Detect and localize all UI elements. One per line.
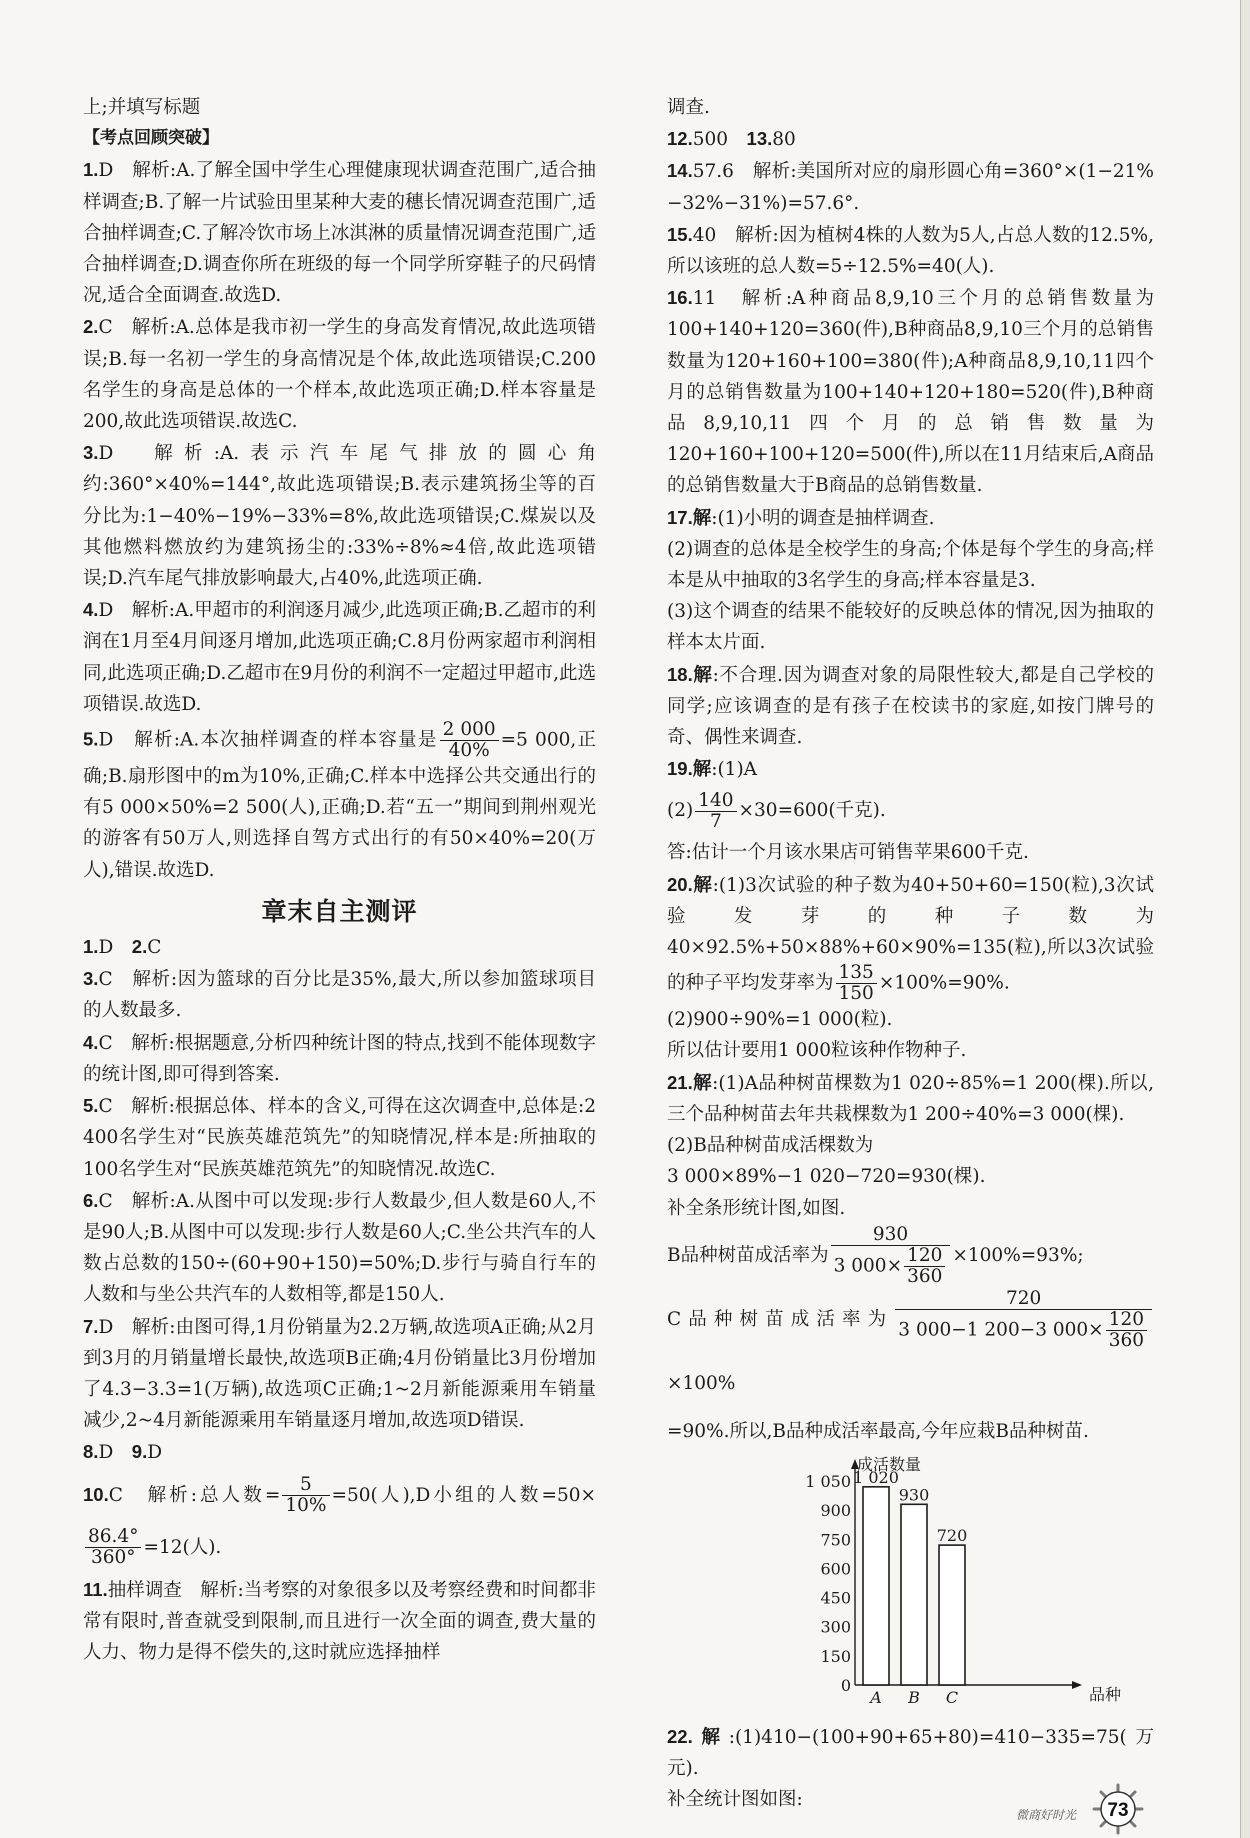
fraction-numerator: 120 [1106, 1310, 1147, 1331]
item-number: 2. [83, 316, 99, 338]
item-number: 2. [131, 936, 148, 958]
item-text: ×30=600(千克). [738, 800, 886, 822]
item-number: 19. [667, 758, 693, 780]
item-number: 1. [83, 936, 99, 958]
nested-fraction [904, 1246, 945, 1287]
answer-line: (2)B品种树苗成活棵数为 [667, 1135, 874, 1157]
answer-item [83, 963, 596, 1026]
left-column [83, 92, 596, 1668]
item-number: 15. [667, 223, 693, 245]
item-text: B品种树苗成活率为 [667, 1244, 829, 1266]
fraction-numerator: 140 [695, 791, 736, 812]
solution-label: 解 [692, 1726, 729, 1748]
item-number: 3. [83, 968, 99, 990]
nested-fraction [1106, 1310, 1147, 1351]
x-tick-label: C [945, 1687, 959, 1707]
answer-item [667, 1721, 1154, 1784]
item-number: 20. [667, 873, 693, 895]
answer-item [83, 311, 596, 437]
fraction [282, 1475, 329, 1516]
answer-item [667, 155, 1154, 218]
y-tick-label: 300 [820, 1617, 851, 1637]
item-text: D 解析:A.了解全国中学生心理健康现状调查范围广,适合抽样调查;B.了解一片试验田里某种大麦的穗长情况调查范围广,适合抽样调查;C.了解冷饮市场上冰淇淋的质量情况调查范围广,适合抽样调查;D.调查你所在班级的每一个同学所穿鞋子的尺码情况,适合全面调查.故选D. [83, 160, 596, 307]
answer-item [83, 1436, 596, 1468]
item-text: ×100% [667, 1372, 736, 1394]
item-text: ×100%=90%. [878, 972, 1010, 994]
item-number: 8. [83, 1441, 99, 1463]
bar-data-label: 1 020 [853, 1467, 899, 1487]
item-number: 4. [83, 1031, 99, 1053]
item-number: 22. [667, 1725, 693, 1747]
solution-label: 解 [692, 874, 713, 896]
item-text: C品种树苗成活率为 [667, 1308, 894, 1330]
item-number: 14. [667, 160, 693, 182]
item-text: C 解析:A.总体是我市初一学生的身高发育情况,故此选项错误;B.每一名初一学生的身高情况是个体,故此选项错误;C.200名学生的身高是总体的一个样本,故此选项正确;D.样本容量是200,故此选项错误.故选C. [83, 317, 596, 433]
item-text: D 解析:由图可得,1月份销量为2.2万辆,故选项A正确;从2月到3月的月销量增长最快,故选项B正确;4月份销量比3月份增加了4.3−3.3=1(万辆),故选项C正确;1~2月新能源乘用车销量减少,2~4月新能源乘用车销量逐月增加,故选项D错误. [83, 1316, 596, 1432]
answer-item [83, 594, 596, 720]
item-text: C 解析:A.从图中可以发现:步行人数最少,但人数是60人,不是90人;B.从图中可以发现:步行人数是60人;C.坐公共汽车的人数占总数的150÷(60+90+150)=50%;D.步行与骑自行车的人数和与坐公共汽车的人数相等,都是150人. [83, 1190, 596, 1306]
answer-item [83, 1027, 596, 1090]
denominator-text: 3 000−1 200−3 000× [898, 1319, 1104, 1341]
answer-line: 3 000×89%−1 020−720=930(棵). [667, 1166, 986, 1188]
item-number: 9. [131, 1441, 148, 1463]
solution-label: 解 [692, 664, 713, 686]
lead-line: 上;并填写标题 [83, 97, 201, 118]
y-tick-label: 150 [820, 1646, 851, 1666]
fraction-numerator: 720 [895, 1289, 1152, 1310]
fraction-denominator: 360 [1108, 1329, 1144, 1351]
answer-item [667, 1067, 1154, 1130]
item-number: 5. [83, 728, 99, 750]
item-number: 12. [667, 128, 693, 150]
bar-B [901, 1504, 927, 1685]
item-text: 抽样调查 解析:当考察的对象很多以及考察经费和时间都非常有限时,普查就受到限制,而且进行一次全面的调查,费大量的人力、物力是得不偿失的,这时就应选择抽样 [83, 1579, 596, 1663]
answer-item [667, 219, 1154, 282]
page-number-badge [1092, 1783, 1144, 1835]
denominator-text: 3 000× [833, 1255, 903, 1277]
item-number: 13. [746, 128, 773, 150]
answer-line: 所以估计要用1 000粒该种作物种子. [667, 1040, 967, 1062]
solution-label: 解 [692, 507, 712, 529]
item-text: ×100%=93%; [952, 1244, 1084, 1266]
answer-line: (3)这个调查的结果不能较好的反映总体的情况,因为抽取的样本太片面. [667, 601, 1154, 654]
answer-item [83, 154, 596, 311]
item-text: 40 解析:因为植树4株的人数为5人,占总人数的12.5%,所以该班的总人数=5÷12.5%=40(人). [667, 224, 1154, 278]
fraction [895, 1289, 1152, 1351]
answer-item [83, 931, 596, 963]
item-text: =12(人). [143, 1536, 222, 1558]
answer-item [667, 659, 1154, 754]
item-number: 17. [667, 506, 693, 528]
fraction-denominator: 150 [838, 983, 874, 1005]
y-tick-label: 900 [820, 1501, 851, 1521]
x-tick-label: B [908, 1687, 920, 1707]
item-text: C [147, 937, 162, 959]
item-text: :(1)A [711, 759, 758, 781]
item-text: D 解析:A.表示汽车尾气排放的圆心角约:360°×40%=144°,故此选项错误;B.表示建筑扬尘等的百分比为:1−40%−19%−33%=8%,故此选项错误;C.煤炭以及其他燃料燃放约为建筑扬尘的:33%÷8%≈4倍,故此选项错误;D.汽车尾气排放影响最大,占40%,此选项正确. [83, 443, 596, 590]
chapter-title: 章末自主测评 [261, 896, 418, 926]
y-tick-label: 450 [820, 1588, 851, 1608]
fraction-denominator [895, 1310, 1152, 1351]
answer-item [667, 282, 1154, 501]
fraction [695, 791, 736, 832]
page-edge [1240, 0, 1250, 1838]
item-text: :不合理.因为调查对象的局限性较大,都是自己学校的同学;应该调查的是有孩子在校读书的家庭,如按门牌号的奇、偶性来调查. [667, 664, 1154, 749]
chart-title: 成活数量 [857, 1454, 922, 1474]
item-text: 500 [692, 129, 747, 151]
item-number: 3. [83, 442, 99, 464]
fraction-denominator: 360° [90, 1547, 136, 1569]
item-text: =5 000,正确;B.扇形图中的m为10%,正确;C.样本中选择公共交通出行的有5 000×50%=2 500(人),正确;D.若“五一”期间到荆州观光的游客有50万人,则选择自驾方式出行的有50×40%=20(万人),错误.故选D. [83, 729, 597, 881]
bar-data-label: 720 [936, 1526, 968, 1546]
y-tick-label: 600 [820, 1559, 851, 1579]
item-number: 4. [83, 599, 99, 621]
item-number: 16. [667, 287, 693, 309]
item-text: D [98, 937, 132, 959]
item-text: D [147, 1442, 163, 1464]
rate-b-line [667, 1224, 1154, 1288]
item-text: :(1)小明的调查是抽样调查. [711, 507, 935, 529]
item-text: 57.6 解析:美国所对应的扇形圆心角=360°×(1−21%−32%−31%)=57.6°. [667, 161, 1154, 214]
item-number: 21. [667, 1071, 693, 1093]
fraction [836, 963, 877, 1004]
fraction-numerator: 930 [831, 1225, 951, 1246]
item-text: D 解析:A.本次抽样调查的样本容量是 [98, 729, 438, 751]
fraction-denominator: 7 [709, 810, 722, 832]
fraction-denominator: 40% [448, 740, 490, 762]
fraction-denominator [831, 1246, 951, 1287]
item-text: (2) [667, 800, 694, 822]
continued-text: 调查. [667, 97, 710, 118]
answer-line: (2)调查的总体是全校学生的身高;个体是每个学生的身高;样本是从中抽取的3名学生的身高;样本容量是3. [667, 538, 1154, 592]
item-number: 11. [83, 1578, 108, 1600]
answer-item [83, 437, 596, 594]
fraction-denominator: 10% [285, 1495, 327, 1517]
item-text: C 解析:根据题意,分析四种统计图的特点,找到不能体现数字的统计图,即可得到答案. [83, 1032, 596, 1085]
page-number: 73 [1107, 1800, 1129, 1821]
fraction-numerator: 5 [282, 1475, 329, 1496]
right-column [667, 92, 1154, 1816]
fraction [85, 1527, 141, 1568]
item-number: 6. [83, 1189, 99, 1211]
item-number: 7. [83, 1315, 99, 1337]
x-axis-label: 品种 [1089, 1684, 1122, 1704]
answer-item [83, 1574, 596, 1669]
answer-item [83, 1311, 596, 1437]
answer-line: =90%.所以,B品种成活率最高,今年应栽B品种树苗. [667, 1420, 1089, 1442]
fraction [831, 1225, 951, 1287]
y-tick-label: 0 [840, 1675, 851, 1695]
bar-chart-svg [795, 1453, 1155, 1715]
item-text: C 解析:总人数= [108, 1484, 281, 1506]
fraction-denominator: 360 [907, 1265, 943, 1287]
answer-line: (2)900÷90%=1 000(粒). [667, 1009, 893, 1031]
item-number: 1. [83, 159, 99, 181]
answer-line [667, 785, 1154, 837]
answer-item [667, 753, 1154, 785]
solution-label: 解 [692, 1072, 713, 1094]
answer-item [83, 720, 596, 886]
fraction [440, 720, 499, 761]
item-number: 18. [667, 663, 693, 685]
item-text: C 解析:根据总体、样本的含义,可得在这次调查中,总体是:2 400名学生对“民族英雄范筑先”的知晓情况,样本是:所抽取的100名学生对“民族英雄范筑先”的知晓情况.故选C. [83, 1096, 596, 1180]
item-text: 11 解析:A种商品8,9,10三个月的总销售数量为100+140+120=360(件),B种商品8,9,10三个月的总销售数量为120+160+100=380(件);A种商品8,9,10,11四个月的总销售数量为100+140+120+180=520(件),B种商品8,9,10,11四个月的总销售数量为120+160+100+120=500(件),所以在11月结束后,A商品的总销售数量大于B商品的总销售数量. [667, 288, 1154, 497]
x-axis-arrow [1072, 1681, 1082, 1689]
fraction-numerator: 120 [904, 1246, 945, 1267]
item-text: :(1)A品种树苗棵数为1 020÷85%=1 200(棵).所以,三个品种树苗去年共栽棵数为1 200÷40%=3 000(棵). [667, 1072, 1154, 1125]
answer-item [83, 1090, 596, 1185]
item-number: 10. [83, 1483, 109, 1505]
fraction-numerator: 135 [836, 963, 877, 984]
y-tick-label: 750 [820, 1530, 851, 1550]
answer-line: 答:估计一个月该水果店可销售苹果600千克. [667, 842, 1029, 864]
item-text: =50(人),D小组的人数=50× [331, 1484, 596, 1506]
answer-item [83, 1469, 596, 1574]
answer-line: 补全条形统计图,如图. [667, 1197, 846, 1219]
fraction-numerator: 2 000 [440, 720, 499, 741]
answer-item [667, 502, 1154, 534]
section-heading: 【考点回顾突破】 [83, 128, 219, 149]
bar-data-label: 930 [898, 1485, 930, 1505]
item-text: D 解析:A.甲超市的利润逐月减少,此选项正确;B.乙超市的利润在1月至4月间逐月增加,此选项正确;C.8月份两家超市利润相同,此选项正确;D.乙超市在9月份的利润不一定超过甲超市,此选项错误.故选D. [83, 600, 596, 715]
solution-label: 解 [692, 759, 712, 781]
footer-slogan: 微商好时光 [1016, 1808, 1077, 1822]
item-number: 5. [83, 1095, 99, 1117]
bar-C [939, 1545, 965, 1685]
answer-item [667, 123, 1154, 155]
y-tick-label: 1 050 [805, 1471, 851, 1491]
answer-item [83, 1185, 596, 1311]
item-text: :(1)3次试验的种子数为40+50+60=150(粒),3次试验发芽的种子数为40×92.5%+50×88%+60×90%=135(粒),所以3次试验的种子平均发芽率为 [667, 874, 1154, 994]
rate-c-line [667, 1288, 1154, 1416]
bar-A [863, 1487, 889, 1685]
item-text: C 解析:因为篮球的百分比是35%,最大,所以参加篮球项目的人数最多. [83, 969, 596, 1022]
item-text: :(1)410−(100+90+65+80)=410−335=75(万元). [667, 1726, 1154, 1780]
item-text: 80 [772, 129, 796, 151]
bar-chart [795, 1453, 1155, 1715]
answer-line: 补全统计图如图: [667, 1789, 803, 1811]
item-text: D [98, 1442, 132, 1464]
answer-item [667, 869, 1154, 1005]
fraction-numerator: 86.4° [85, 1527, 141, 1548]
x-tick-label: A [870, 1687, 882, 1707]
